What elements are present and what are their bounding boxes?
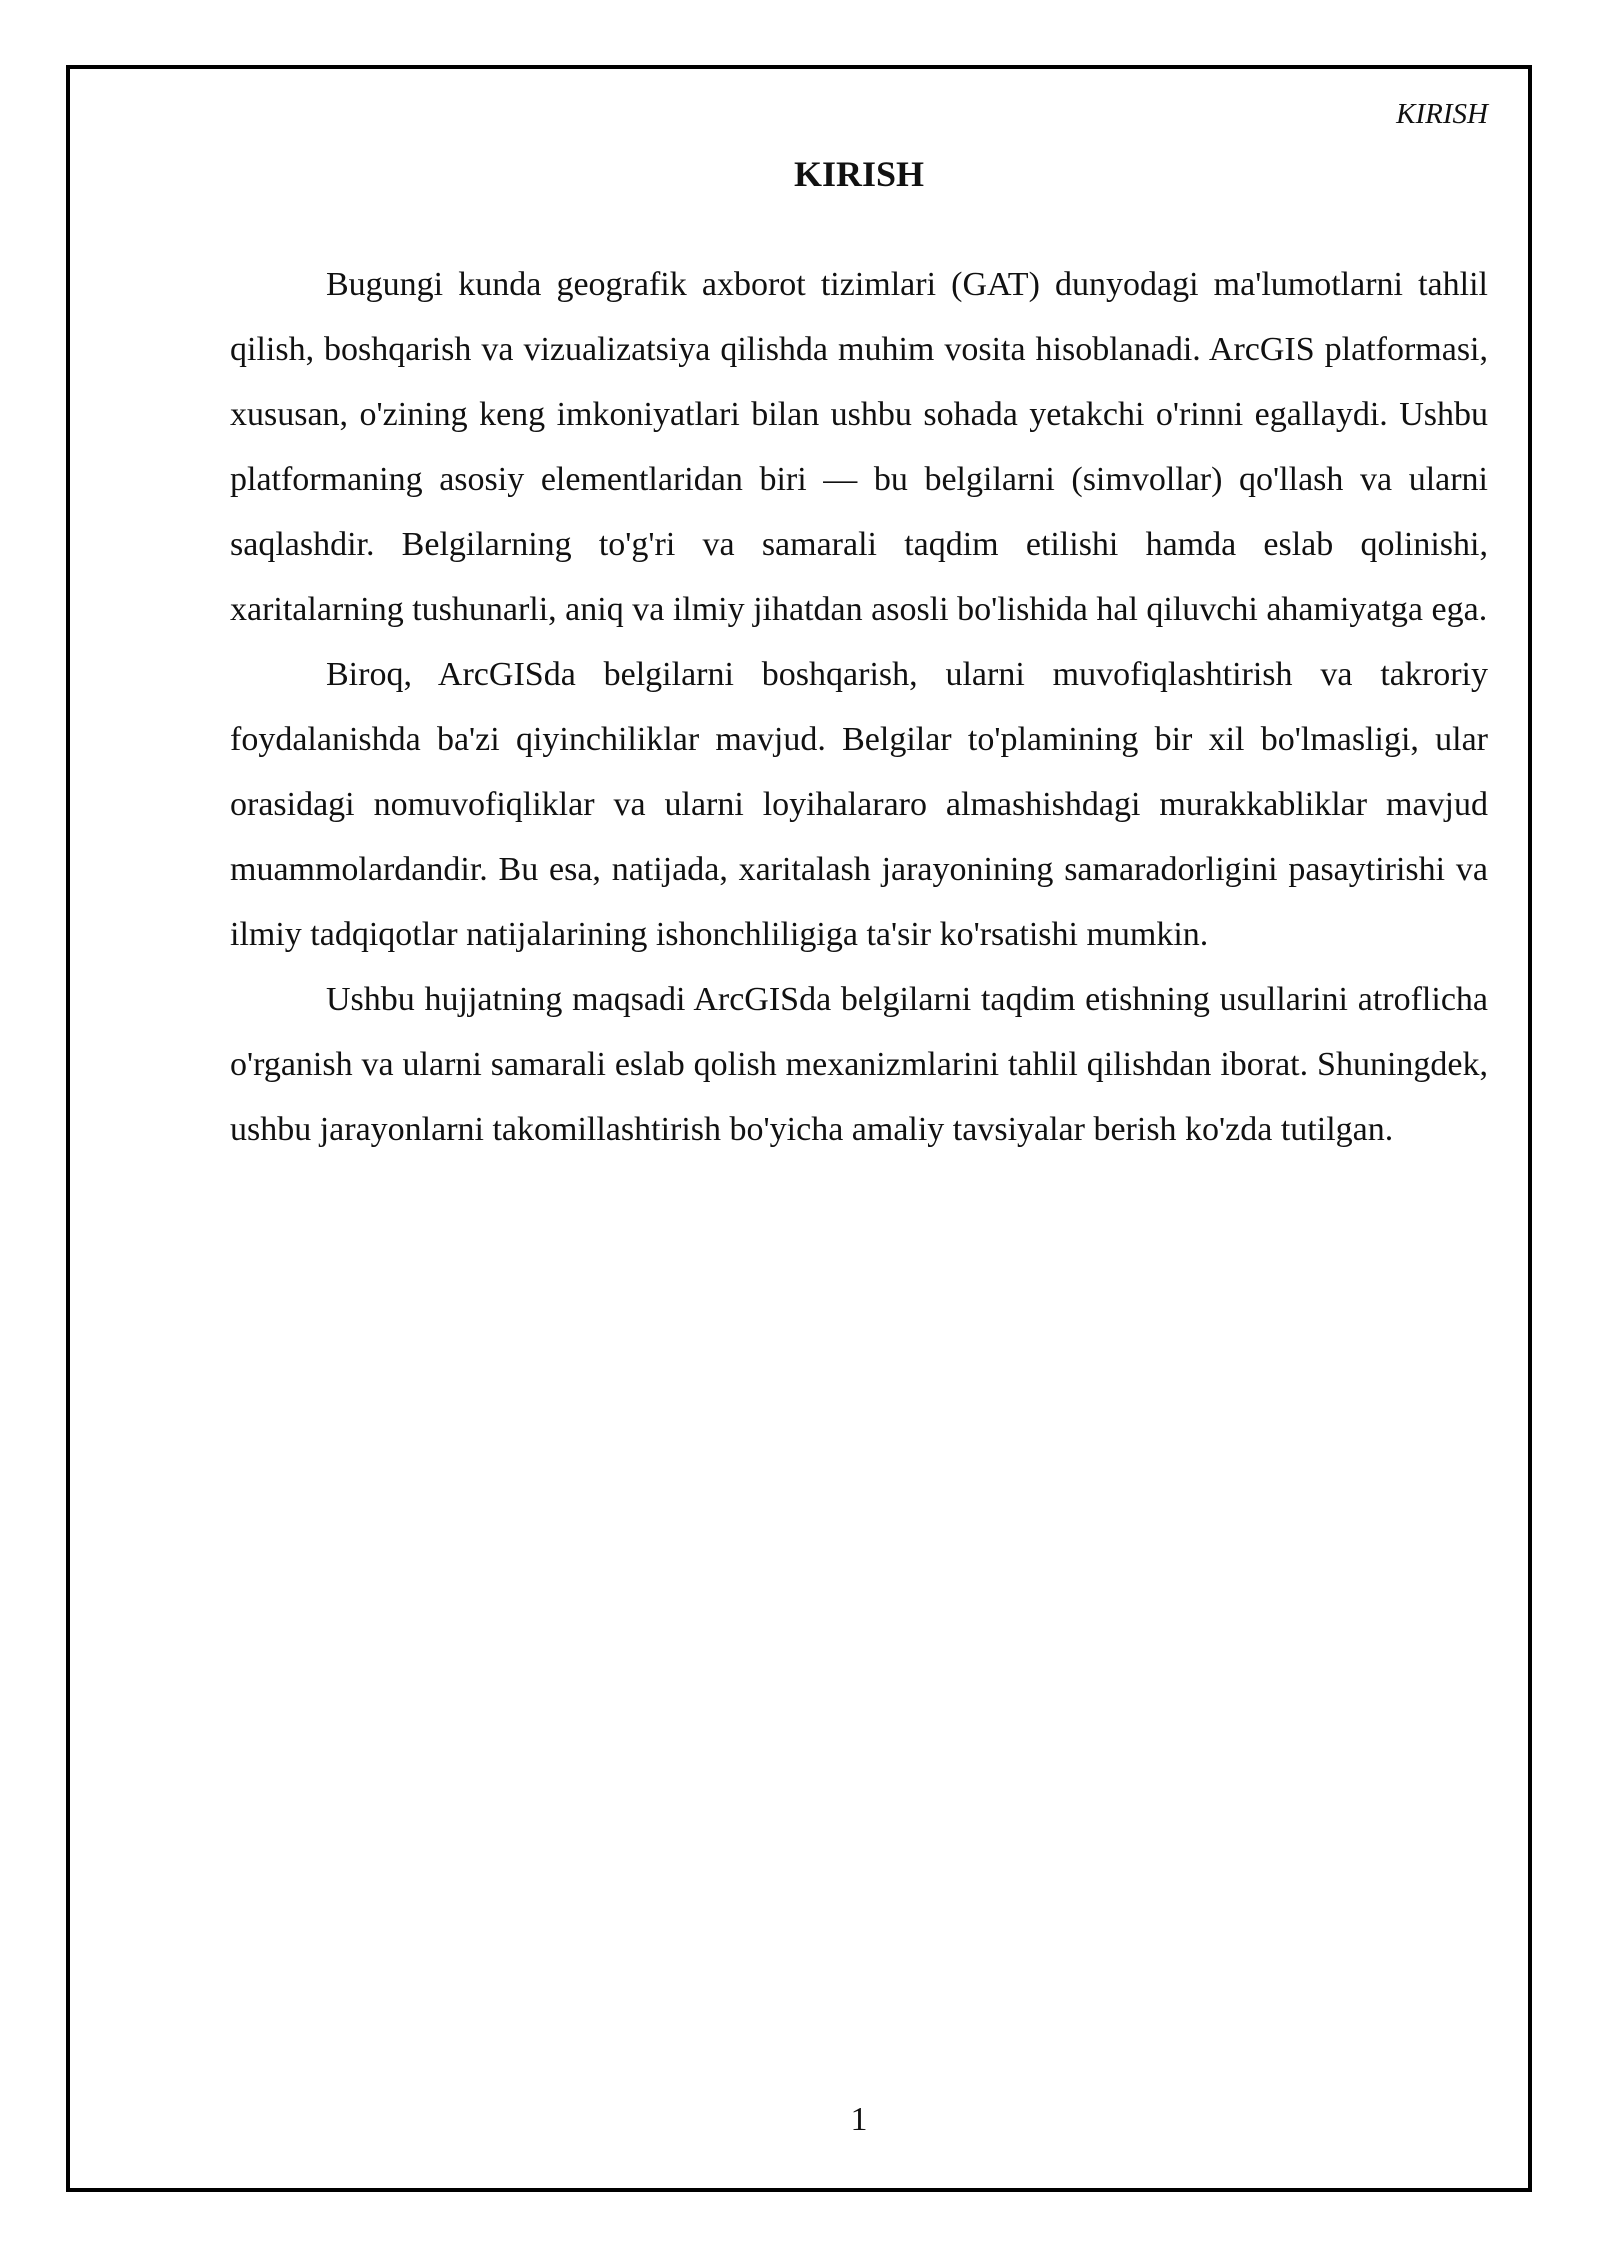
running-header: KIRISH	[1396, 98, 1488, 130]
paragraph: Biroq, ArcGISda belgilarni boshqarish, ularni muvofiqlashtirish va takroriy foydalanishda ba'zi qiyinchiliklar mavjud. Belgilar to'plamining bir xil bo'lmasligi, ular orasidagi nomuvofiqliklar va ularni loyihalararo almashishdagi murakkabliklar mavjud muammolardandir. Bu esa, natijada, xaritalash jarayonining samaradorligini pasaytirishi va ilmiy tadqiqotlar natijalarining ishonchliligiga ta'sir ko'rsatishi mumkin.	[230, 656, 1488, 953]
paragraph: Bugungi kunda geografik axborot tizimlari (GAT) dunyodagi ma'lumotlarni tahlil qilish, boshqarish va vizualizatsiya qilishda muhim vosita hisoblanadi. ArcGIS platformasi, xususan, o'zining keng imkoniyatlari bilan ushbu sohada yetakchi o'rinni egallaydi. Ushbu platformaning asosiy elementlaridan biri — bu belgilarni (simvollar) qo'llash va ularni saqlashdir. Belgilarning to'g'ri va samarali taqdim etilishi hamda eslab qolinishi, xaritalarning tushunarli, aniq va ilmiy jihatdan asosli bo'lishida hal qiluvchi ahamiyatga ega.	[230, 266, 1488, 628]
paragraph: Ushbu hujjatning maqsadi ArcGISda belgilarni taqdim etishning usullarini atroflicha o'rganish va ularni samarali eslab qolish mexanizmlarini tahlil qilishdan iborat. Shuningdek, ushbu jarayonlarni takomillashtirish bo'yicha amaliy tavsiyalar berish ko'zda tutilgan.	[230, 981, 1488, 1148]
page-title: KIRISH	[793, 154, 925, 194]
document-body	[230, 252, 1488, 1162]
page-number: 1	[850, 2101, 868, 2138]
title-container	[230, 152, 1488, 196]
